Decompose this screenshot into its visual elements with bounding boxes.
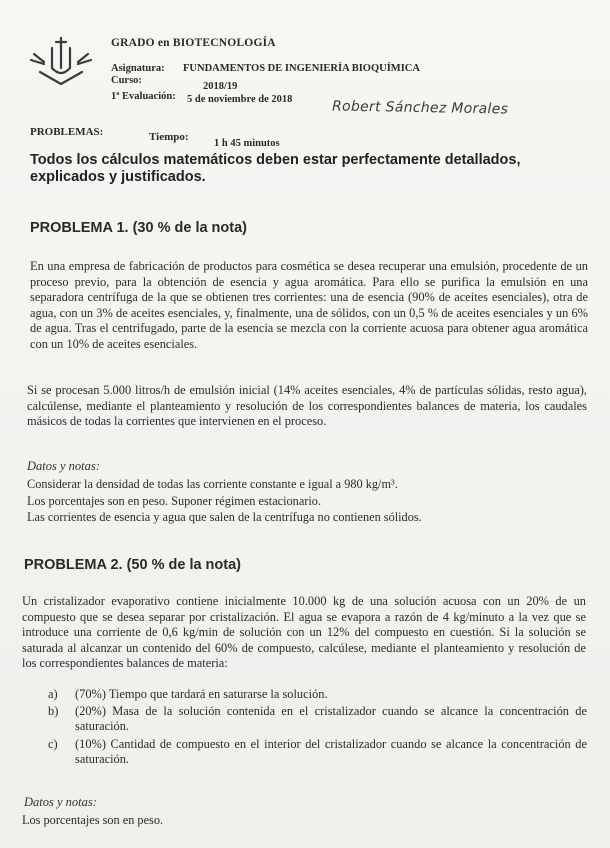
problem1-note: Considerar la densidad de todas las corriente constante e igual a 980 kg/m³.	[27, 477, 398, 491]
student-name: Robert Sánchez Morales	[331, 98, 509, 118]
item-text: (20%) Masa de la solución contenida en el cristalizador cuando se alcance la concentración de saturación.	[75, 704, 587, 733]
problem1-notes-heading: Datos y notas:	[27, 459, 100, 473]
problem1-notes	[27, 476, 587, 526]
university-logo	[26, 34, 96, 86]
problem2-notes	[22, 812, 582, 829]
list-item	[48, 687, 588, 705]
tiempo-value: 1 h 45 minutos	[214, 138, 280, 149]
curso-value: 2018/19	[203, 81, 238, 92]
item-label: a)	[48, 687, 58, 701]
asignatura-label: Asignatura:	[111, 63, 165, 74]
problem2-heading: PROBLEMA 2. (50 % de la nota)	[24, 557, 241, 573]
item-text: (10%) Cantidad de compuesto en el interior del cristalizador cuando se alcance la concentración de saturación.	[75, 737, 587, 766]
problem1-note: Las corrientes de esencia y agua que salen de la centrífuga no contienen sólidos.	[27, 510, 422, 524]
problem1-heading: PROBLEMA 1. (30 % de la nota)	[30, 220, 247, 236]
asignatura-value: FUNDAMENTOS DE INGENIERÍA BIOQUÍMICA	[183, 63, 420, 74]
problem1-paragraph-2: Si se procesan 5.000 litros/h de emulsión inicial (14% aceites esenciales, 4% de partículas sólidas, resto agua), calcúlense, mediante el planteamiento y resolución de los correspondientes balances de materia, los caudales másicos de todas la corrientes que intervienen en el proceso.	[27, 383, 587, 429]
evaluacion-label: 1ª Evaluación:	[111, 91, 176, 102]
problem1-paragraph-1: En una empresa de fabricación de productos para cosmética se desea recuperar una emulsión, procedente de un proceso previo, para la obtención de esencia y agua aromática. Para ello se purifica la emulsión en una separadora centrífuga de la que se obtienen tres corrientes: una de esencia (90% de aceites esenciales), otra de agua, con un 3% de aceites esenciales, y, finalmente, una de sólidos, con un 0,5 % de aceites esenciales y un 6% de agua. Tras el centrifugado, parte de la esencia se mezcla con la corriente acuosa para obtener agua aromática con un 10% de aceites esenciales.	[30, 259, 588, 351]
tiempo-label: Tiempo:	[149, 131, 189, 143]
problem2-note: Los porcentajes son en peso.	[22, 813, 164, 827]
problemas-label: PROBLEMAS:	[30, 126, 104, 138]
item-label: b)	[48, 704, 59, 718]
item-text: (70%) Tiempo que tardará en saturarse la solución.	[75, 687, 328, 701]
instructions: Todos los cálculos matemáticos deben estar perfectamente detallados, explicados y justificados.	[30, 152, 521, 185]
problem2-paragraph: Un cristalizador evaporativo contiene inicialmente 10.000 kg de una solución acuosa con un 20% de un compuesto que se desea separar por cristalización. El agua se evapora a razón de 4 kg/minuto a la vez que se introduce una corriente de 0,6 kg/min de solución con un 12% del compuesto en cuestión. Si la solución se saturada al alcanzar un contenido del 60% de compuesto, calcúlese, mediante el planteamiento y resolución de los correspondientes balances de materia:	[22, 594, 586, 671]
problem1-note: Los porcentajes son en peso. Suponer régimen estacionario.	[27, 493, 322, 508]
evaluacion-value: 5 de noviembre de 2018	[187, 94, 293, 105]
item-label: c)	[48, 737, 58, 751]
problem2-notes-heading: Datos y notas:	[24, 795, 97, 809]
list-item	[48, 737, 588, 771]
degree-title: GRADO en BIOTECNOLOGÍA	[111, 37, 276, 49]
curso-label: Curso:	[111, 75, 142, 86]
list-item	[48, 704, 588, 738]
